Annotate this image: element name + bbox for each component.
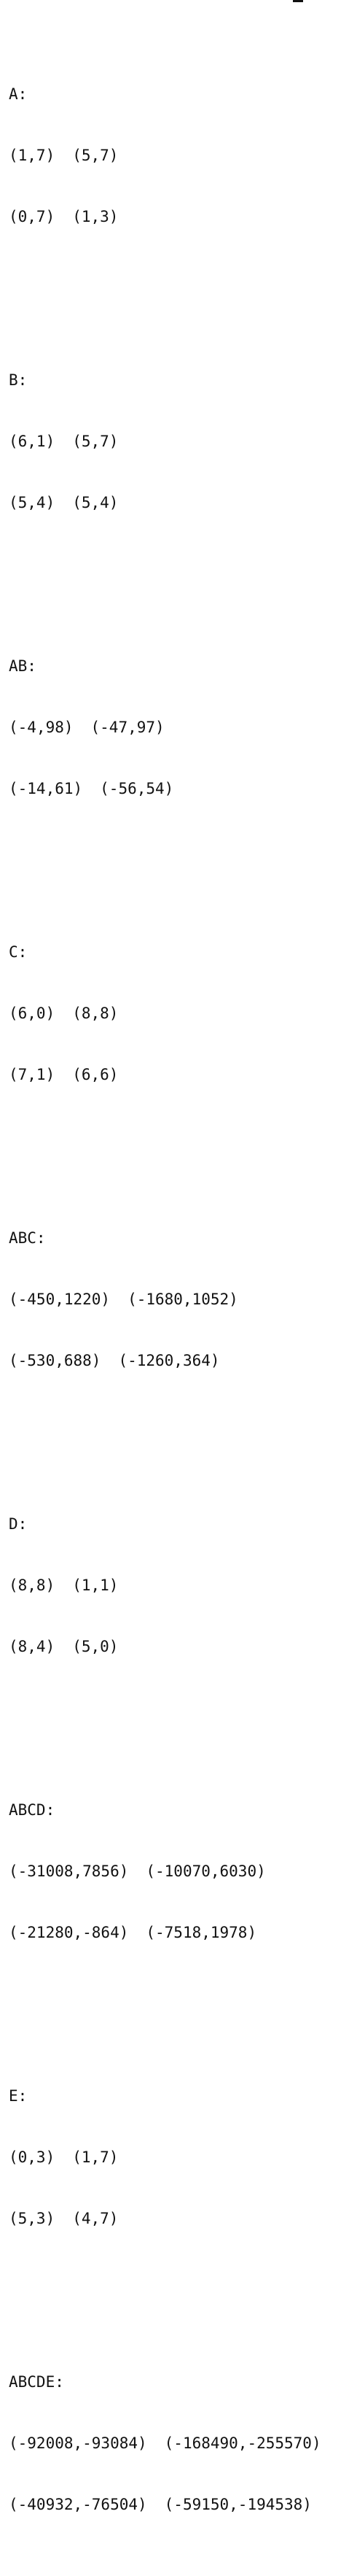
matrix-cell: (-1680,1052) (128, 1291, 238, 1308)
matrix-label-abc: ABC: (9, 1229, 46, 1247)
matrix-row (9, 2147, 321, 2167)
matrix-cell: (-7518,1978) (146, 1924, 257, 1941)
matrix-cell: (-40932,-76504) (9, 2496, 147, 2513)
matrix-cell: (6,6) (72, 1066, 119, 1083)
matrix-row (9, 145, 321, 166)
matrix-row (9, 1575, 321, 1596)
matrix-cell: (-10070,6030) (146, 1863, 266, 1880)
matrix-cell: (1,1) (72, 1577, 119, 1594)
matrix-cell: (4,7) (72, 2210, 119, 2227)
matrix-row (9, 431, 321, 452)
matrix-label-abcd: ABCD: (9, 1801, 55, 1819)
matrix-cell: (8,8) (72, 1005, 119, 1022)
matrix-cell: (5,4) (9, 494, 55, 511)
matrix-cell: (1,7) (9, 147, 55, 164)
matrix-row (9, 2208, 321, 2229)
matrix-cell: (-1260,364) (118, 1352, 220, 1369)
matrix-cell: (-21280,-864) (9, 1924, 129, 1941)
matrix-cell: (-14,61) (9, 780, 83, 797)
matrix-row (9, 2433, 321, 2453)
matrix-output (9, 2, 321, 2576)
matrix-label-ab: AB: (9, 657, 36, 675)
matrix-cell: (5,0) (72, 1638, 119, 1655)
matrix-row (9, 492, 321, 513)
matrix-cell: (-59150,-194538) (164, 2496, 312, 2513)
matrix-cell: (1,3) (72, 208, 119, 225)
matrix-cell: (8,8) (9, 1577, 55, 1594)
matrix-label-c: C: (9, 943, 28, 961)
matrix-cell: (5,7) (72, 147, 119, 164)
matrix-cell: (6,0) (9, 1005, 55, 1022)
matrix-row (9, 778, 321, 799)
matrix-cell: (-530,688) (9, 1352, 101, 1369)
matrix-cell: (-31008,7856) (9, 1863, 129, 1880)
matrix-row (9, 1350, 321, 1371)
matrix-cell: (-4,98) (9, 719, 74, 736)
matrix-row (9, 2494, 321, 2515)
matrix-row (9, 1861, 321, 1881)
matrix-label-d: D: (9, 1515, 28, 1533)
matrix-cell: (5,7) (72, 433, 119, 450)
matrix-row (9, 717, 321, 738)
matrix-cell: (8,4) (9, 1638, 55, 1655)
matrix-cell: (5,4) (72, 494, 119, 511)
matrix-row (9, 1289, 321, 1310)
matrix-cell: (0,7) (9, 208, 55, 225)
matrix-cell: (0,3) (9, 2148, 55, 2166)
matrix-row (9, 1003, 321, 1024)
matrix-row (9, 1064, 321, 1085)
matrix-cell: (-92008,-93084) (9, 2434, 147, 2452)
matrix-cell: (6,1) (9, 433, 55, 450)
matrix-row (9, 206, 321, 227)
matrix-label-b: B: (9, 371, 28, 389)
matrix-label-e: E: (9, 2087, 28, 2105)
matrix-cell: (-168490,-255570) (164, 2434, 321, 2452)
matrix-cell: (-56,54) (100, 780, 174, 797)
matrix-label-abcde: ABCDE: (9, 2373, 64, 2391)
matrix-cell: (7,1) (9, 1066, 55, 1083)
matrix-cell: (-47,97) (90, 719, 165, 736)
matrix-label-a: A: (9, 85, 28, 103)
matrix-cell: (-450,1220) (9, 1291, 111, 1308)
matrix-row (9, 1636, 321, 1657)
matrix-row (9, 1922, 321, 1943)
matrix-cell: (1,7) (72, 2148, 119, 2166)
matrix-cell: (5,3) (9, 2210, 55, 2227)
